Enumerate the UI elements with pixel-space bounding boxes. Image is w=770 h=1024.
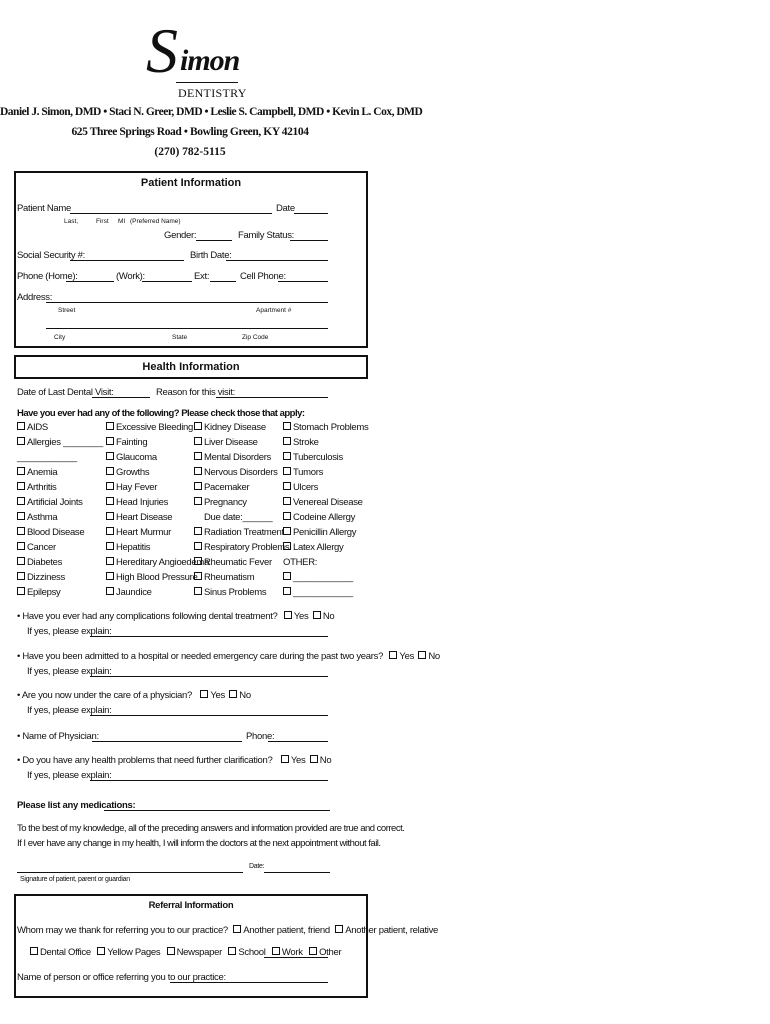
physician-field[interactable]	[92, 741, 242, 742]
referral-option-checkbox[interactable]	[167, 947, 175, 955]
condition-item[interactable]: Growths	[106, 465, 209, 480]
checkbox[interactable]	[17, 497, 25, 505]
checkbox[interactable]	[106, 542, 114, 550]
city-state-zip-field[interactable]	[46, 328, 328, 329]
checkbox[interactable]	[17, 542, 25, 550]
checkbox[interactable]	[194, 482, 202, 490]
checkbox[interactable]	[106, 587, 114, 595]
referral-option-checkbox[interactable]	[97, 947, 105, 955]
last-visit-field[interactable]	[92, 397, 150, 398]
state-label: State	[172, 334, 188, 341]
ext-label: Ext:	[194, 271, 210, 282]
checkbox[interactable]	[283, 437, 291, 445]
conditions-col-4	[283, 420, 368, 600]
condition-item[interactable]: Stroke	[283, 435, 368, 450]
checkbox[interactable]	[194, 542, 202, 550]
checkbox[interactable]	[106, 437, 114, 445]
referral-other-field[interactable]	[264, 957, 328, 958]
family-status-label: Family Status:	[238, 230, 294, 241]
condition-item[interactable]: Blood Disease	[17, 525, 103, 540]
condition-item[interactable]: ____________	[283, 570, 368, 585]
condition-item[interactable]: Respiratory Problems	[194, 540, 289, 555]
phone-home-field[interactable]	[66, 281, 114, 282]
checkbox[interactable]	[106, 512, 114, 520]
patient-name-field[interactable]	[70, 213, 272, 214]
checkbox[interactable]	[106, 497, 114, 505]
mi-label: MI	[118, 218, 126, 225]
medications-label: Please list any medications:	[17, 800, 136, 811]
checkbox[interactable]	[194, 527, 202, 535]
condition-item[interactable]: ____________	[17, 452, 77, 463]
q2-explain-label: If yes, please explain:	[27, 666, 112, 677]
reason-label: Reason for this visit:	[156, 387, 235, 398]
checkbox[interactable]	[194, 452, 202, 460]
referral-option-checkbox[interactable]	[228, 947, 236, 955]
q5-label: • Do you have any health problems that need further clarification? Yes No	[17, 755, 332, 766]
q2-label: • Have you been admitted to a hospital or needed emergency care during the past two years? Yes No	[17, 651, 440, 662]
checkbox[interactable]	[283, 452, 291, 460]
q5-no-checkbox[interactable]	[310, 755, 318, 763]
q3-explain-label: If yes, please explain:	[27, 705, 112, 716]
condition-item[interactable]: Anemia	[17, 465, 103, 480]
referral-option-checkbox[interactable]	[272, 947, 280, 955]
referral-option-checkbox[interactable]	[309, 947, 317, 955]
last-visit-label: Date of Last Dental Visit:	[17, 387, 114, 398]
checkbox[interactable]	[194, 572, 202, 580]
condition-item[interactable]: Allergies ________	[17, 435, 103, 450]
condition-item[interactable]: Heart Murmur	[106, 525, 209, 540]
signature-date-label: Date:	[249, 863, 265, 870]
health-info-title	[14, 355, 368, 379]
checkbox[interactable]	[194, 437, 202, 445]
condition-item[interactable]: Due date:______	[204, 512, 273, 523]
q3-yes-checkbox[interactable]	[200, 690, 208, 698]
condition-item[interactable]: Tuberculosis	[283, 450, 368, 465]
q2-no-checkbox[interactable]	[418, 651, 426, 659]
cell-phone-field[interactable]	[278, 281, 328, 282]
checkbox[interactable]	[17, 512, 25, 520]
q1-label: • Have you ever had any complications following dental treatment? Yes No	[17, 611, 335, 622]
condition-item[interactable]: Stomach Problems	[283, 420, 368, 435]
checkbox[interactable]	[106, 572, 114, 580]
q2-explain-field[interactable]	[90, 676, 328, 677]
q3-explain-field[interactable]	[90, 715, 328, 716]
checkbox[interactable]	[17, 572, 25, 580]
reason-field[interactable]	[216, 397, 328, 398]
physician-phone-label: Phone:	[246, 731, 275, 742]
referral-name-label: Name of person or office referring you to our practice:	[17, 972, 226, 983]
cell-phone-label: Cell Phone:	[240, 271, 286, 282]
signature-label: Signature of patient, parent or guardian	[20, 876, 130, 883]
condition-item[interactable]: Kidney Disease	[194, 420, 289, 435]
checkbox[interactable]	[283, 527, 291, 535]
q1-yes-checkbox[interactable]	[284, 611, 292, 619]
condition-item[interactable]: Hay Fever	[106, 480, 209, 495]
checkbox[interactable]	[194, 587, 202, 595]
condition-item[interactable]: High Blood Pressure	[106, 570, 209, 585]
condition-item[interactable]: Codeine Allergy	[283, 510, 368, 525]
apartment-label: Apartment #	[256, 307, 292, 314]
patient-name-label: Patient Name	[17, 203, 71, 214]
statement-2: If I ever have any change in my health, I will inform the doctors at the next appointment without fail.	[17, 838, 381, 849]
logo-initial: S	[146, 15, 178, 86]
condition-item[interactable]: Arthritis	[17, 480, 103, 495]
checkbox[interactable]	[106, 467, 114, 475]
birth-date-label: Birth Date:	[190, 250, 232, 261]
referral-title: Referral Information	[148, 900, 234, 911]
checkbox[interactable]	[283, 512, 291, 520]
condition-item[interactable]: Rheumatic Fever	[194, 555, 289, 570]
doctors-line: Daniel J. Simon, DMD • Staci N. Greer, DMD • Leslie S. Campbell, DMD • Kevin L. Cox, DMD	[0, 106, 423, 118]
condition-item[interactable]: Radiation Treatment	[194, 525, 289, 540]
checkbox[interactable]	[283, 572, 291, 580]
preferred-label: (Preferred Name)	[130, 218, 181, 225]
conditions-question: Have you ever had any of the following? Please check those that apply:	[17, 408, 305, 419]
checkbox[interactable]	[283, 542, 291, 550]
first-label: First	[96, 218, 109, 225]
condition-item[interactable]: Liver Disease	[194, 435, 289, 450]
phone-home-label: Phone (Home):	[17, 271, 78, 282]
condition-item[interactable]: Hepatitis	[106, 540, 209, 555]
condition-item: OTHER:	[283, 557, 318, 568]
checkbox[interactable]	[283, 467, 291, 475]
condition-item[interactable]: Asthma	[17, 510, 103, 525]
q2-yes-checkbox[interactable]	[389, 651, 397, 659]
condition-item[interactable]: Mental Disorders	[194, 450, 289, 465]
checkbox[interactable]	[17, 527, 25, 535]
ssn-field[interactable]	[70, 260, 184, 261]
street-label: Street	[58, 307, 76, 314]
condition-item[interactable]: Venereal Disease	[283, 495, 368, 510]
date-label: Date	[276, 203, 295, 214]
conditions-col-1	[17, 420, 103, 600]
ssn-label: Social Security #:	[17, 250, 85, 261]
q1-no-checkbox[interactable]	[313, 611, 321, 619]
logo-text: imon	[180, 44, 240, 77]
physician-phone-field[interactable]	[268, 741, 328, 742]
checkbox[interactable]	[17, 422, 25, 430]
q5-explain-field[interactable]	[90, 780, 328, 781]
condition-item[interactable]: Ulcers	[283, 480, 368, 495]
checkbox[interactable]	[283, 422, 291, 430]
condition-item[interactable]: Diabetes	[17, 555, 103, 570]
last-label: Last,	[64, 218, 79, 225]
condition-item[interactable]: Latex Allergy	[283, 540, 368, 555]
ext-field[interactable]	[210, 281, 236, 282]
q5-explain-label: If yes, please explain:	[27, 770, 112, 781]
condition-item[interactable]: Pacemaker	[194, 480, 289, 495]
medications-field[interactable]	[104, 810, 330, 811]
referral-question: Whom may we thank for referring you to our practice? Another patient, friend Another patient, relative	[17, 925, 439, 936]
condition-item[interactable]: Artificial Joints	[17, 495, 103, 510]
referral-option-checkbox[interactable]	[30, 947, 38, 955]
condition-item[interactable]: Head Injuries	[106, 495, 209, 510]
condition-item[interactable]: Pregnancy	[194, 495, 289, 510]
q3-no-checkbox[interactable]	[229, 690, 237, 698]
gender-field[interactable]	[196, 240, 232, 241]
city-label: City	[54, 334, 66, 341]
signature-date-field[interactable]	[264, 872, 330, 873]
condition-item[interactable]: Nervous Disorders	[194, 465, 289, 480]
condition-item[interactable]: Epilepsy	[17, 585, 103, 600]
condition-item[interactable]: Heart Disease	[106, 510, 209, 525]
street-field[interactable]	[46, 302, 328, 303]
checkbox[interactable]	[106, 452, 114, 460]
signature-field[interactable]	[17, 872, 243, 873]
condition-item[interactable]: Glaucoma	[106, 450, 209, 465]
referral-friend-checkbox[interactable]	[233, 925, 241, 933]
condition-item[interactable]: ____________	[283, 585, 368, 600]
checkbox[interactable]	[194, 422, 202, 430]
checkbox[interactable]	[17, 587, 25, 595]
condition-item[interactable]: Dizziness	[17, 570, 103, 585]
condition-item[interactable]: AIDS	[17, 420, 103, 435]
q1-explain-field[interactable]	[90, 636, 328, 637]
gender-label: Gender:	[164, 230, 197, 241]
condition-item[interactable]: Penicillin Allergy	[283, 525, 368, 540]
checkbox[interactable]	[283, 497, 291, 505]
checkbox[interactable]	[17, 437, 25, 445]
address-label: Address:	[17, 292, 53, 303]
referral-relative-checkbox[interactable]	[335, 925, 343, 933]
condition-item[interactable]: Cancer	[17, 540, 103, 555]
checkbox[interactable]	[106, 557, 114, 565]
logo-sub: DENTISTRY	[178, 86, 247, 100]
statement-1: To the best of my knowledge, all of the preceding answers and information provided are true and correct.	[17, 823, 405, 834]
checkbox[interactable]	[283, 587, 291, 595]
birth-date-field[interactable]	[226, 260, 328, 261]
checkbox[interactable]	[194, 467, 202, 475]
checkbox[interactable]	[17, 467, 25, 475]
q5-yes-checkbox[interactable]	[281, 755, 289, 763]
patient-info-title: Patient Information	[140, 177, 242, 189]
condition-item[interactable]: Fainting	[106, 435, 209, 450]
condition-item[interactable]: Sinus Problems	[194, 585, 289, 600]
q1-explain-label: If yes, please explain:	[27, 626, 112, 637]
date-field[interactable]	[294, 213, 328, 214]
family-status-field[interactable]	[290, 240, 328, 241]
checkbox[interactable]	[106, 422, 114, 430]
checkbox[interactable]	[106, 527, 114, 535]
referral-options: Dental Office Yellow Pages Newspaper School Work Other	[30, 947, 341, 958]
conditions-col-3	[194, 420, 289, 600]
condition-item[interactable]: Hereditary Angioedema	[106, 555, 209, 570]
checkbox[interactable]	[194, 497, 202, 505]
condition-item[interactable]: Jaundice	[106, 585, 209, 600]
condition-item[interactable]: Rheumatism	[194, 570, 289, 585]
work-field[interactable]	[142, 281, 192, 282]
practice-phone: (270) 782-5115	[154, 146, 226, 158]
condition-item[interactable]: Tumors	[283, 465, 368, 480]
checkbox[interactable]	[17, 557, 25, 565]
checkbox[interactable]	[194, 557, 202, 565]
condition-item[interactable]: Excessive Bleeding	[106, 420, 209, 435]
checkbox[interactable]	[106, 482, 114, 490]
checkbox[interactable]	[17, 482, 25, 490]
health-info-title-text: Health Information	[142, 361, 240, 373]
q3-label: • Are you now under the care of a physician? Yes No	[17, 690, 251, 701]
referral-name-field[interactable]	[170, 982, 328, 983]
logo	[140, 15, 250, 100]
checkbox[interactable]	[283, 482, 291, 490]
zip-label: Zip Code	[242, 334, 269, 341]
practice-address: 625 Three Springs Road • Bowling Green, KY 42104	[71, 126, 309, 138]
physician-label: • Name of Physician:	[17, 731, 99, 742]
work-label: (Work):	[116, 271, 145, 282]
